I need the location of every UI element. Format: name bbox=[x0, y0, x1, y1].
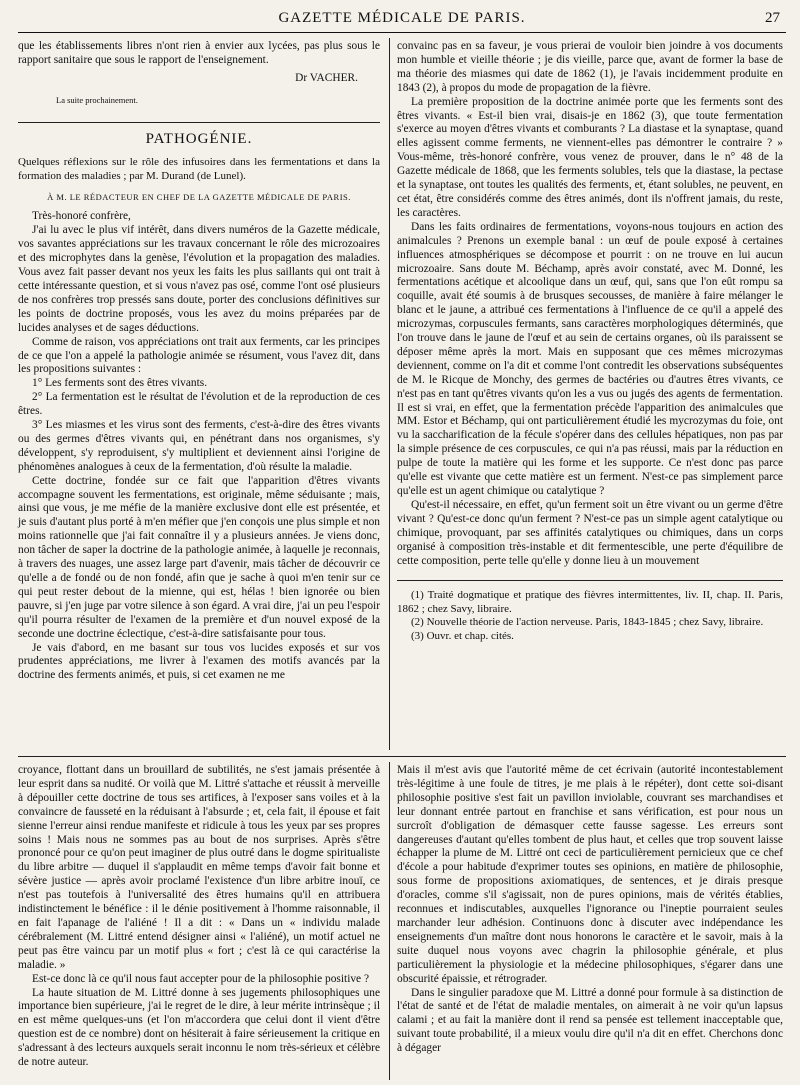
to-be-continued-note: La suite prochainement. bbox=[56, 94, 138, 105]
paragraph: Mais il m'est avis que l'autorité même de cet écrivain (autorité incontestablement très-légitime à une foule de titres, je me plais à le répéter), dont cette soi-disant philosophie positive s'est fait un pavillon inviolable, couvrant ses marchandises et leur donnant entrée partout en franchise et sans vérification, est pour nous un surcroît d'obligation de démasquer cette fausse sagesse. Les erreurs sont dangereuses d'autant qu'elles tombent de plus haut, et celles que trop souvent laisse échapper la plume de M. Littré ont ceci de particulièrement pernicieux que ce chef d'école a pour habitude d'exprimer toutes ses opinions, en matière de philosophie, sous forme de propositions axiomatiques, de sentences, et je dirais presque d'oracles, comme s'il s'agissait, non de pures opinions, mais de vérités établies, reconnues et indiscutables, auxquelles l'ignorance ou l'ineptie pourraient seules marchander leur adhésion. Continuons donc à discuter avec indépendance les enseignements d'un maître dont nous honorons le caractère et le savoir, mais à la suite duquel nous voyons avec chagrin la philosophie générale, et plus particulièrement la physiologie et la médecine philosophiques, s'égarer dans une obscurité épaissie, et rétrograder. bbox=[397, 764, 783, 985]
propositions-list bbox=[18, 377, 380, 474]
column-divider-bottom bbox=[389, 762, 390, 1080]
footnote: (2) Nouvelle théorie de l'action nerveuse. Paris, 1843-1845 ; chez Savy, libraire. bbox=[411, 616, 764, 629]
paragraph: J'ai lu avec le plus vif intérêt, dans divers numéros de la Gazette médicale, vos savantes appréciations sur les travaux concernant le rôle des microzoaires et des microphytes dans la genèse, l'évolution et la propagation des maladies. Vous avez fait passer devant nos yeux les faits les plus saillants qui ont trait à cette intéressante question, et si vous n'avez pas osé, comme l'ont osé plusieurs de nos confrères trop pressés sans doute, porter des conclusions définitives sur les points de doctrine proposés, vous les avez du moins préparées par de lucides analyses et de sages déductions. bbox=[18, 224, 380, 334]
paragraph: La première proposition de la doctrine animée porte que les ferments sont des êtres vivants. « Est-il bien vrai, disais-je en 1862 (3), que toute fermentation s'exerce au moyen d'êtres vivants et comburants ? La diastase et la synaptase, quand elles agissent comme ferments, ne viennent-elles pas démontrer le contraire ? » Vous-même, très-honoré confrère, vous venez de prouver, dans le n° 48 de la Gazette médicale de 1868, que les ferments solubles, tels que la diastase, la pectase et la synaptase, ont toutes les qualités des ferments, et, étant solubles, ne peuvent, en cet état, être considérés comme des êtres animés, dont ils n'offrent jamais, du reste, les caractères. bbox=[397, 95, 783, 219]
top-right-column bbox=[397, 40, 783, 643]
salutation: Très-honoré confrère, bbox=[32, 210, 131, 223]
list-item: 2° La fermentation est le résultat de l'évolution et de la reproduction de ces êtres. bbox=[18, 391, 380, 418]
journal-title: GAZETTE MÉDICALE DE PARIS. bbox=[278, 10, 526, 26]
letter-address: À M. LE RÉDACTEUR EN CHEF DE LA GAZETTE MÉDICALE DE PARIS. bbox=[47, 191, 351, 202]
section-divider bbox=[18, 122, 380, 123]
paragraph: Je vais d'abord, en me basant sur tous vos lucides exposés et sur vos prudentes appréciations, me livrer à l'examen des motifs avancés par la doctrine des ferments animés, et puis, si cet examen ne me bbox=[18, 641, 380, 682]
paragraph: Dans les faits ordinaires de fermentations, voyons-nous toujours en action des animalcules ? Prenons un exemple banal : un œuf de poule exposé à certaines influences atmosphériques se décompose et pourrit : on ne trouve en lui aucun microzoaire. Sans doute M. Béchamp, après avoir constaté, avec M. Donné, les fermentations acétique et alcoolique dans un œuf, qui, sans que l'on eût rompu sa coquille, avait été soumis à de brusques secousses, de manière à faire mélanger le blanc et le jaune, a attribué ces fermentations à l'influence de ce qu'il a appelé des microzymas, corpuscules fermants, sans caractères morphologiques déterminés, que l'on trouve dans le jaune de l'œuf et au sein de certains organes, où ils paraissent se déposer même après la mort. Mais en supposant que ces mêmes microzymas deviennent, comme on l'a dit et comme l'ont contredit les observations subséquentes de M. le Ricque de Monchy, des germes de bactéries ou d'autres êtres vivants, ce n'est pas en tant qu'êtres vivants qu'on les a vus ou jugés des agents de fermentation. Il est si vrai, en effet, que la fermentation précède l'apparition des animalcules que MM. Estor et Béchamp, qui ont particulièrement étudié les mycrozymas du foie, ont vu la saccharification de la fécule s'opérer dans des cellules hépatiques, non pas par la simple présence de ces corpuscules, ce qui n'a pas réussi, mais par la réduction en pulpe de toute la matière qui les forme et les supporte. Ce n'est donc pas parce qu'elle est vivante que cette matière est un ferment. N'est-ce pas simplement parce qu'elle est un agent chimique ou catalytique ? bbox=[397, 220, 783, 497]
paragraph: convainc pas en sa faveur, je vous prierai de vouloir bien joindre à vos documents mon humble et vieille théorie ; je dis vieille, parce que, avant de former la base de ma théorie des miasmes qui date de 1862 (1), je l'avais incidemment produite en 1843 (2), à propos du mode de propagation de la fièvre. bbox=[397, 40, 783, 94]
bottom-left-column bbox=[18, 764, 380, 1070]
list-item: 3° Les miasmes et les virus sont des ferments, c'est-à-dire des êtres vivants ou des germes d'êtres vivants qui, en pénétrant dans nos organismes, s'y développent, s'y reproduisent, s'y multiplient et deviennent ainsi l'origine de phénomènes analogues à ceux de la fermentation, d'où résulte la maladie. bbox=[18, 419, 380, 473]
footnote: (3) Ouvr. et chap. cités. bbox=[411, 629, 514, 642]
footnote: (1) Traité dogmatique et pratique des fièvres intermittentes, liv. II, chap. II. Paris, 1862 ; chez Savy, libraire. bbox=[397, 589, 783, 615]
paragraph: Qu'est-il nécessaire, en effet, qu'un ferment soit un être vivant ou un germe d'être vivant ? Qu'est-ce donc qu'un ferment ? N'est-ce pas un simple agent catalytique ou chimique, provoquant, par ses affinités catalytiques ou chimiques, dans un corps organisé à composition très-instable et dit fermentescible, une perte d'équilibre de cette composition, perte telle qu'elle y donne lieu à un mouvement bbox=[397, 498, 783, 567]
paragraph: croyance, flottant dans un brouillard de subtilités, ne s'est jamais présentée à leur esprit dans sa nudité. Or voilà que M. Littré s'attache et réussit à merveille à dépouiller cette doctrine de tous ses artifices, à l'exposer sans voiles et à la convaincre de fausseté en la réduisant à l'absurde ; et, cela fait, il épouse et fait sienne l'erreur ainsi rendue manifeste et ridicule à tous les yeux par ses propres soins ! Mais nous ne sommes pas au bout de nos surprises. Après s'être prononcé pour ce qu'on peut imaginer de plus outré dans le dogme spiritualiste du libre arbitre — duquel il s'applaudit en même temps d'avoir fait bonne et sévère justice — après avoir proclamé l'existence d'un libre arbitre inouï, ce n'est pas toutefois à l'universalité des êtres humains qu'il en attribuera indistinctement le bénéfice : il le dénie positivement à l'homme raisonnable, il en fait l'apanage de l'aliéné ! Il a dit : « Dans un « individu malade cérébralement (M. Littré entend désigner ainsi « l'aliéné), un motif actuel ne peut pas être vaincu par un motif plus « fort ; c'est là ce qui caractérise la maladie. » bbox=[18, 764, 380, 971]
section-title: PATHOGÉNIE. bbox=[145, 130, 253, 147]
list-item: 1° Les ferments sont des êtres vivants. bbox=[32, 377, 208, 390]
paragraph: La haute situation de M. Littré donne à ses jugements philosophiques une importance bien supérieure, j'ai le regret de le dire, à leur mérite intrinsèque ; il en est même quelques-uns (et l'on m'accordera que celui dont il vient d'être question est de ce nombre) dont on hésiterait à faire sérieusement la critique en s'adressant à des lecteurs auxquels serait inconnu le nom très-sérieux et célèbre de notre auteur. bbox=[18, 986, 380, 1069]
author-signature: Dr VACHER. bbox=[295, 71, 358, 84]
footnote-divider bbox=[397, 580, 783, 581]
footnotes bbox=[397, 589, 783, 643]
paragraph: Est-ce donc là ce qu'il nous faut accepter pour de la philosophie positive ? bbox=[32, 972, 370, 985]
page-header bbox=[18, 8, 786, 33]
bottom-right-column bbox=[397, 764, 783, 1056]
horizontal-divider bbox=[18, 756, 786, 757]
page-number: 27 bbox=[765, 10, 780, 26]
continued-text: que les établissements libres n'ont rien à envier aux lycées, pas plus sous le rapport sanitaire que sous le rapport de l'enseignement. bbox=[18, 40, 380, 66]
top-left-column bbox=[18, 40, 380, 683]
paragraph: Comme de raison, vos appréciations ont trait aux ferments, car les principes de ce que l'on a appelé la pathologie animée se résument, vous l'avez dit, dans les propositions suivantes : bbox=[18, 335, 380, 376]
paragraph: Dans le singulier paradoxe que M. Littré a donné pour formule à sa distinction de l'état de santé et de l'état de maladie mentales, on aimerait à ne voir qu'un lapsus calami ; et au fait la manière dont il rend sa pensée est tellement inacceptable que, suivant toute probabilité, il a mieux voulu dire qu'il n'a dit en effet. Cherchons donc à dégager bbox=[397, 986, 783, 1055]
paragraph: Cette doctrine, fondée sur ce fait que l'apparition d'êtres vivants accompagne souvent les fermentations, est originale, même séduisante ; mais, ainsi que vous, je me méfie de la manière exclusive dont elle est présentée, et je suis d'autant plus porté à m'en méfier que j'en conçois une plus simple et non moins rationnelle que j'ai fait connaître il y a plusieurs années. Je viens donc, non tâcher de saper la doctrine de la pathologie animée, à laquelle je reconnais, à travers des nuages, une assez large part d'avenir, mais tâcher de découvrir ce qu'elle a de fondé ou de non fondé, afin que je sache à quoi m'en tenir sur ce qui peut rester debout de la mienne, qui est, hélas ! bien ignorée ou bien pauvre, si j'en juge par votre silence à son égard. A vrai dire, j'ai un peu l'espoir qu'il pourra résulter de l'examen de la première et d'un nouvel exposé de la seconde une doctrine éclectique, c'est-à-dire satisfaisante pour tous. bbox=[18, 474, 380, 640]
article-subtitle: Quelques réflexions sur le rôle des infusoires dans les fermentations et dans la formation des maladies ; par M. Durand (de Lunel). bbox=[18, 155, 380, 182]
column-divider-top bbox=[389, 38, 390, 750]
